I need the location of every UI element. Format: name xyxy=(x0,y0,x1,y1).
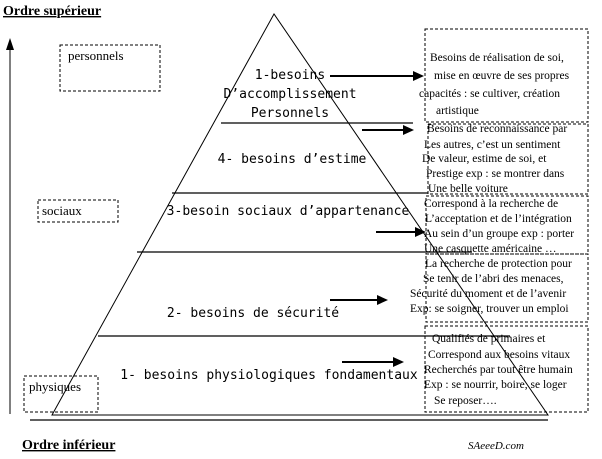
desc-1-line-1: Besoins de réalisation de soi, xyxy=(430,52,564,64)
desc-3-line-1: Correspond à la recherche de xyxy=(424,198,559,210)
category-label-personnels: personnels xyxy=(68,48,124,63)
desc-3-line-4: Une casquette américaine … xyxy=(424,243,557,255)
arrow-safety xyxy=(330,295,388,305)
description-safety xyxy=(410,258,572,315)
arrow-head-icon xyxy=(393,357,404,367)
desc-5-line-4: Exp : se nourrir, boire, se loger xyxy=(424,379,567,391)
level-label-safety: 2- besoins de sécurité xyxy=(166,306,340,321)
description-social xyxy=(424,198,574,255)
desc-5-line-2: Correspond aux besoins vitaux xyxy=(428,349,571,361)
category-label-sociaux: sociaux xyxy=(42,203,82,218)
description-esteem xyxy=(422,123,567,195)
desc-2-line-2: Les autres, c’est un sentiment xyxy=(424,139,561,151)
desc-5-line-1: Qualifiés de primaires et xyxy=(432,333,546,345)
desc-4-line-1: La recherche de protection pour xyxy=(425,258,572,270)
desc-4-line-3: Sécurité du moment et de l’avenir xyxy=(410,288,567,300)
title-bottom: Ordre inférieur xyxy=(22,438,116,453)
level-label-esteem: 4- besoins d’estime xyxy=(217,152,367,167)
desc-2-line-4: Prestige exp : se montrer dans xyxy=(426,168,565,180)
desc-2-line-3: De valeur, estime de soi, et xyxy=(422,153,547,165)
desc-5-line-5: Se reposer…. xyxy=(434,395,497,407)
level-1-line-2: D’accomplissement xyxy=(223,87,357,102)
description-physiological xyxy=(424,333,573,407)
vertical-axis-arrowhead-icon xyxy=(6,38,14,50)
desc-2-line-5: Une belle voiture xyxy=(428,183,508,195)
desc-3-line-3: Au sein d’un groupe exp : porter xyxy=(424,228,575,240)
level-1-line-1: 1-besoins xyxy=(254,68,326,83)
level-label-physiological: 1- besoins physiologiques fondamentaux xyxy=(120,368,418,383)
arrow-social xyxy=(376,227,426,237)
arrow-head-icon xyxy=(403,125,414,135)
watermark: SAeeeD.com xyxy=(468,440,524,452)
arrow-head-icon xyxy=(413,71,424,81)
arrow-head-icon xyxy=(377,295,388,305)
desc-1-line-4: artistique xyxy=(436,105,479,117)
level-label-social: 3-besoin sociaux d’appartenance xyxy=(166,204,410,219)
desc-3-line-2: L’acceptation et de l’intégration xyxy=(425,213,572,225)
title-top: Ordre supérieur xyxy=(3,4,102,19)
desc-2-line-1: Besoins de reconnaissance par xyxy=(427,123,568,135)
desc-5-line-3: Recherchés par tout être humain xyxy=(424,364,573,376)
category-label-physiques: physiques xyxy=(29,379,81,394)
desc-1-line-3: capacités : se cultiver, création xyxy=(419,88,560,100)
arrow-esteem xyxy=(362,125,414,135)
desc-4-line-4: Exp: se soigner, trouver un emploi xyxy=(410,303,569,315)
level-1-line-3: Personnels xyxy=(250,106,330,121)
arrow-self-actualization xyxy=(330,71,424,81)
arrow-physiological xyxy=(342,357,404,367)
desc-1-line-2: mise en œuvre de ses propres xyxy=(434,70,570,82)
desc-4-line-2: Se tenir de l’abri des menaces, xyxy=(423,273,564,285)
